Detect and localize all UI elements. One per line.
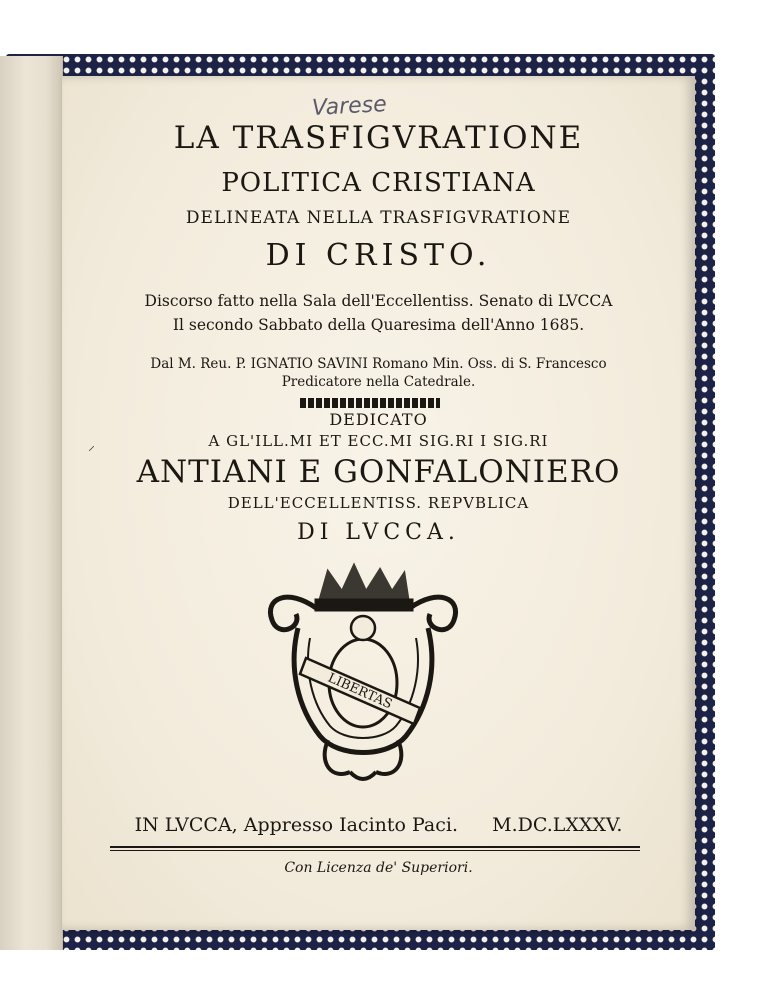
dedication-line-4: DELL'ECCELLENTISS. REPVBLICA [227,494,530,512]
author-line-1: Dal M. Reu. P. IGNATIO SAVINI Romano Min. Oss. di S. Francesco [150,356,607,372]
title-line-4: DI CRISTO. [265,238,492,273]
author-line-2: Predicatore nella Catedrale. [281,374,476,390]
emblem-motto: LIBERTAS [325,670,395,713]
margin-mark: ⸝ [88,438,95,454]
imprint-rule-thin [110,850,640,851]
title-line-3: DELINEATA NELLA TRASFIGVRATIONE [185,208,572,228]
title-line-2: POLITICA CRISTIANA [221,168,536,198]
imprint-place-year [62,814,695,836]
dedication-line-5: DI LVCCA. [297,520,460,545]
left-page-edge [0,56,63,950]
title-line-1: LA TRASFIGVRATIONE [173,120,584,156]
subtitle-line-1: Discorso fatto nella Sala dell'Eccellentiss. Senato di LVCCA [144,292,613,310]
handwritten-note: Varese [311,92,388,121]
ornamental-rule [300,398,440,408]
imprint-rule [110,846,640,848]
coat-of-arms-icon [258,558,468,793]
dedication-line-3: ANTIANI E GONFALONIERO [136,454,621,490]
subtitle-line-2: Il secondo Sabbato della Quaresima dell'Anno 1685. [172,316,585,334]
imprint-year: M.DC.LXXXV. [492,814,623,836]
title-page [62,76,695,930]
imprint-place: IN LVCCA, Appresso Iacinto Paci. [134,814,459,836]
dedication-line-1: DEDICATO [329,410,428,429]
license: Con Licenza de' Superiori. [284,860,473,876]
dedication-line-2: A GL'ILL.MI ET ECC.MI SIG.RI I SIG.RI [208,432,549,450]
